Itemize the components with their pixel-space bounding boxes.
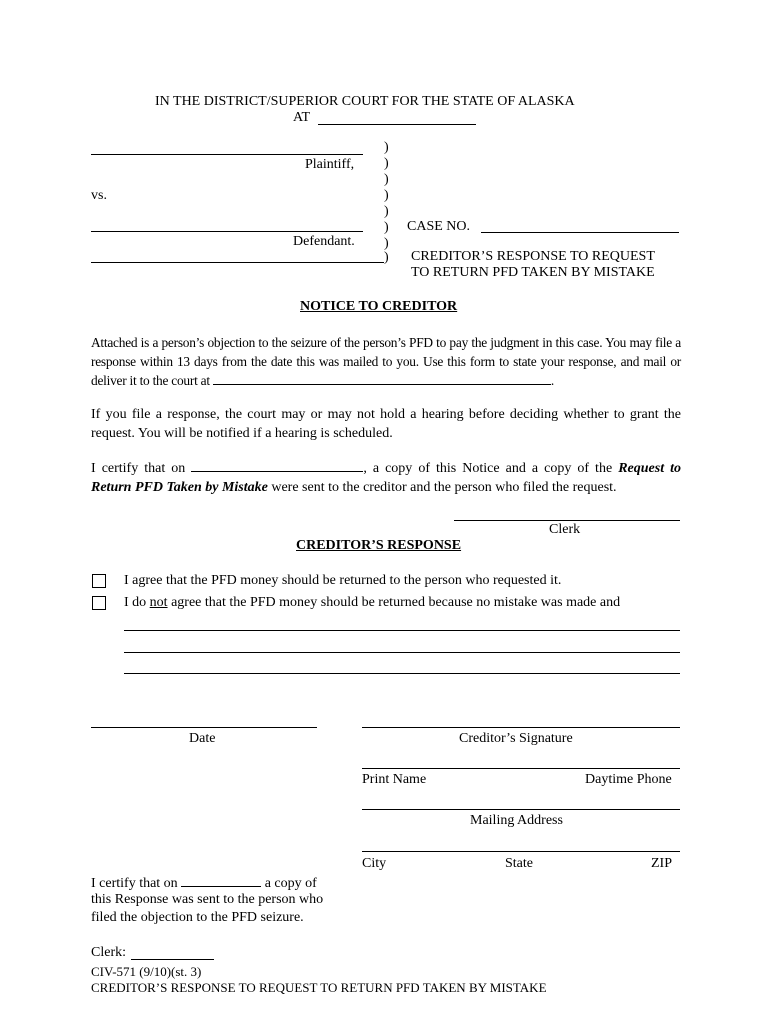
certificate-line-1 bbox=[91, 874, 317, 892]
daytime-phone-label: Daytime Phone bbox=[585, 772, 672, 787]
court-address-field[interactable] bbox=[213, 372, 551, 385]
caption-paren: ) bbox=[384, 220, 389, 235]
print-name-phone-field[interactable] bbox=[362, 768, 680, 769]
disagree-checkbox[interactable] bbox=[92, 596, 106, 610]
reason-line-2[interactable] bbox=[124, 652, 680, 653]
form-title-line2: TO RETURN PFD TAKEN BY MISTAKE bbox=[411, 265, 655, 280]
court-location-label: AT bbox=[293, 110, 311, 125]
court-location-field[interactable] bbox=[318, 124, 476, 125]
clerk-signature-field[interactable] bbox=[454, 520, 680, 521]
caption-paren: ) bbox=[384, 236, 389, 251]
certificate-clerk-field[interactable] bbox=[131, 959, 214, 960]
caption-paren: ) bbox=[384, 172, 389, 187]
agree-option-label: I agree that the PFD money should be returned to the person who requested it. bbox=[124, 573, 562, 588]
caption-paren: ) bbox=[384, 250, 389, 265]
caption-paren: ) bbox=[384, 188, 389, 203]
case-no-label: CASE NO. bbox=[407, 219, 471, 234]
notice-paragraph-1-end: . bbox=[550, 373, 555, 388]
case-no-field[interactable] bbox=[481, 232, 679, 233]
notice-certify-form-title: Request to Return PFD Taken by Mistake bbox=[91, 461, 682, 495]
defendant-name-field[interactable] bbox=[91, 231, 363, 232]
defendant-label: Defendant. bbox=[293, 234, 355, 249]
notice-mail-date-field[interactable] bbox=[191, 459, 363, 472]
notice-certify-text-b: , a copy of this Notice and a copy of the bbox=[363, 461, 613, 476]
caption-bottom-rule bbox=[91, 262, 384, 263]
certificate-clerk-label: Clerk: bbox=[91, 945, 126, 960]
court-heading: IN THE DISTRICT/SUPERIOR COURT FOR THE STATE OF ALASKA bbox=[155, 94, 575, 109]
caption-paren: ) bbox=[384, 204, 389, 219]
state-label: State bbox=[505, 856, 533, 871]
notice-certify bbox=[91, 459, 681, 497]
plaintiff-name-field[interactable] bbox=[91, 154, 363, 155]
disagree-text-not: not bbox=[149, 595, 168, 610]
plaintiff-label: Plaintiff, bbox=[305, 157, 355, 172]
reason-line-1[interactable] bbox=[124, 630, 680, 631]
notice-certify-text-c: were sent to the creditor and the person who filed the request. bbox=[271, 480, 617, 495]
agree-checkbox[interactable] bbox=[92, 574, 106, 588]
disagree-text-a: I do bbox=[124, 595, 147, 610]
reason-line-3[interactable] bbox=[124, 673, 680, 674]
creditor-signature-label: Creditor’s Signature bbox=[459, 731, 573, 746]
city-state-zip-field[interactable] bbox=[362, 851, 680, 852]
certificate-text-a: I certify that on bbox=[91, 876, 178, 891]
notice-paragraph-1-text: Attached is a person’s objection to the seizure of the person’s PFD to pay the judgment in this case. You may file a response within 13 days from the date this was mailed to you. Use this form to state your response, and mail or deliver it to the court at bbox=[91, 335, 681, 388]
disagree-text-b: agree that the PFD money should be returned because no mistake was made and bbox=[171, 595, 621, 610]
city-label: City bbox=[362, 856, 387, 871]
date-field[interactable] bbox=[91, 727, 317, 728]
creditor-signature-field[interactable] bbox=[362, 727, 680, 728]
mailing-address-label: Mailing Address bbox=[470, 813, 563, 828]
clerk-label: Clerk bbox=[549, 522, 581, 537]
certificate-line-3: filed the objection to the PFD seizure. bbox=[91, 910, 304, 925]
vs-label: vs. bbox=[91, 188, 107, 203]
notice-paragraph-1 bbox=[91, 333, 681, 390]
notice-heading: NOTICE TO CREDITOR bbox=[300, 299, 458, 314]
caption-paren: ) bbox=[384, 156, 389, 171]
form-number: CIV-571 (9/10)(st. 3) bbox=[91, 964, 202, 979]
certificate-text-b: a copy of bbox=[264, 876, 317, 891]
certificate-line-2: this Response was sent to the person who bbox=[91, 892, 324, 907]
disagree-option-label bbox=[124, 595, 620, 611]
zip-label: ZIP bbox=[651, 856, 672, 871]
certificate-date-field[interactable] bbox=[181, 874, 261, 887]
notice-certify-text-a: I certify that on bbox=[91, 461, 186, 476]
caption-paren: ) bbox=[384, 140, 389, 155]
footer-title: CREDITOR’S RESPONSE TO REQUEST TO RETURN PFD TAKEN BY MISTAKE bbox=[91, 980, 547, 995]
date-label: Date bbox=[189, 731, 216, 746]
print-name-label: Print Name bbox=[362, 772, 427, 787]
response-heading: CREDITOR’S RESPONSE bbox=[296, 538, 462, 553]
form-title-line1: CREDITOR’S RESPONSE TO REQUEST bbox=[411, 249, 655, 264]
notice-paragraph-2: If you file a response, the court may or may not hold a hearing before deciding whether to grant the request. You will be notified if a hearing is scheduled. bbox=[91, 407, 681, 441]
mailing-address-field[interactable] bbox=[362, 809, 680, 810]
